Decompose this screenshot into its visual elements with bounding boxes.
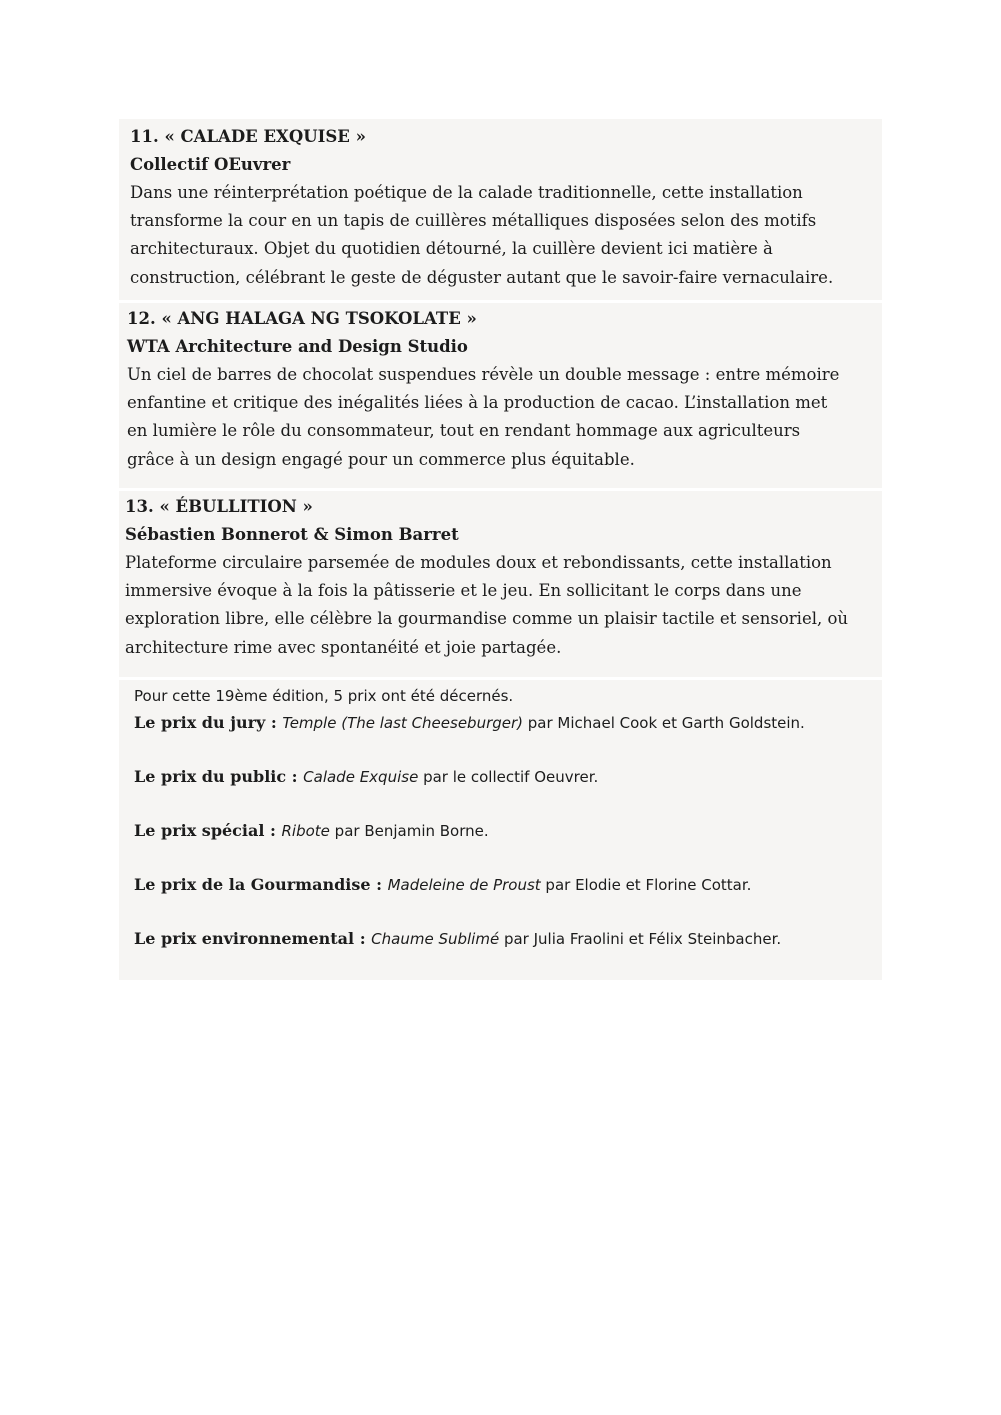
document-page <box>119 119 882 980</box>
prizes-block <box>119 680 882 980</box>
prize-work: Madeleine de Proust <box>387 876 541 894</box>
prize-winners: par Michael Cook et Garth Goldstein. <box>523 714 805 732</box>
entry-title: 13. « ÉBULLITION » <box>125 497 313 516</box>
prize-work: Chaume Sublimé <box>371 930 500 948</box>
entry-description: Plateforme circulaire parsemée de modules doux et rebondissants, cette installation immersive évoque à la fois la pâtisserie et le jeu. En sollicitant le corps dans une exploration libre, elle célèbre la gourmandise comme un plaisir tactile et sensoriel, où architecture rime avec spontanéité et joie partagée. <box>125 553 849 657</box>
prize-item-special <box>134 818 862 844</box>
entry-title: 11. « CALADE EXQUISE » <box>130 127 366 146</box>
entry-author: Sébastien Bonnerot & Simon Barret <box>125 525 459 544</box>
entry-description: Dans une réinterprétation poétique de la calade traditionnelle, cette installation transforme la cour en un tapis de cuillères métalliques disposées selon des motifs architecturaux. Objet du quotidien détourné, la cuillère devient ici matière à construction, célébrant le geste de déguster autant que le savoir-faire vernaculaire. <box>130 183 834 287</box>
prize-label: Le prix spécial : <box>134 821 282 840</box>
prize-work: Temple (The last Cheeseburger) <box>282 714 524 732</box>
prize-item-gourmandise <box>134 872 862 898</box>
entry-title: 12. « ANG HALAGA NG TSOKOLATE » <box>127 309 477 328</box>
prize-winners: par Benjamin Borne. <box>329 822 489 840</box>
prize-winners: par Julia Fraolini et Félix Steinbacher. <box>499 930 782 948</box>
prize-item-environmental <box>134 926 862 952</box>
prizes-intro: Pour cette 19ème édition, 5 prix ont été décernés. <box>134 687 514 705</box>
prize-label: Le prix de la Gourmandise : <box>134 875 388 894</box>
prize-winners: par le collectif Oeuvrer. <box>418 768 599 786</box>
prize-item-public <box>134 764 862 790</box>
prize-label: Le prix du jury : <box>134 713 283 732</box>
prize-item-jury <box>134 710 862 736</box>
entry-11-block <box>119 119 882 300</box>
prize-label: Le prix du public : <box>134 767 304 786</box>
prize-label: Le prix environnemental : <box>134 929 372 948</box>
prize-work: Ribote <box>281 822 330 840</box>
entry-author: Collectif OEuvrer <box>130 155 291 174</box>
entry-13-block <box>119 491 882 677</box>
prize-winners: par Elodie et Florine Cottar. <box>540 876 752 894</box>
entry-author: WTA Architecture and Design Studio <box>127 337 468 356</box>
prize-work: Calade Exquise <box>303 768 419 786</box>
entry-description: Un ciel de barres de chocolat suspendues révèle un double message : entre mémoire enfantine et critique des inégalités liées à la production de cacao. L’installation met en lumière le rôle du consommateur, tout en rendant hommage aux agriculteurs grâce à un design engagé pour un commerce plus équitable. <box>127 365 840 469</box>
entry-12-block <box>119 303 882 488</box>
